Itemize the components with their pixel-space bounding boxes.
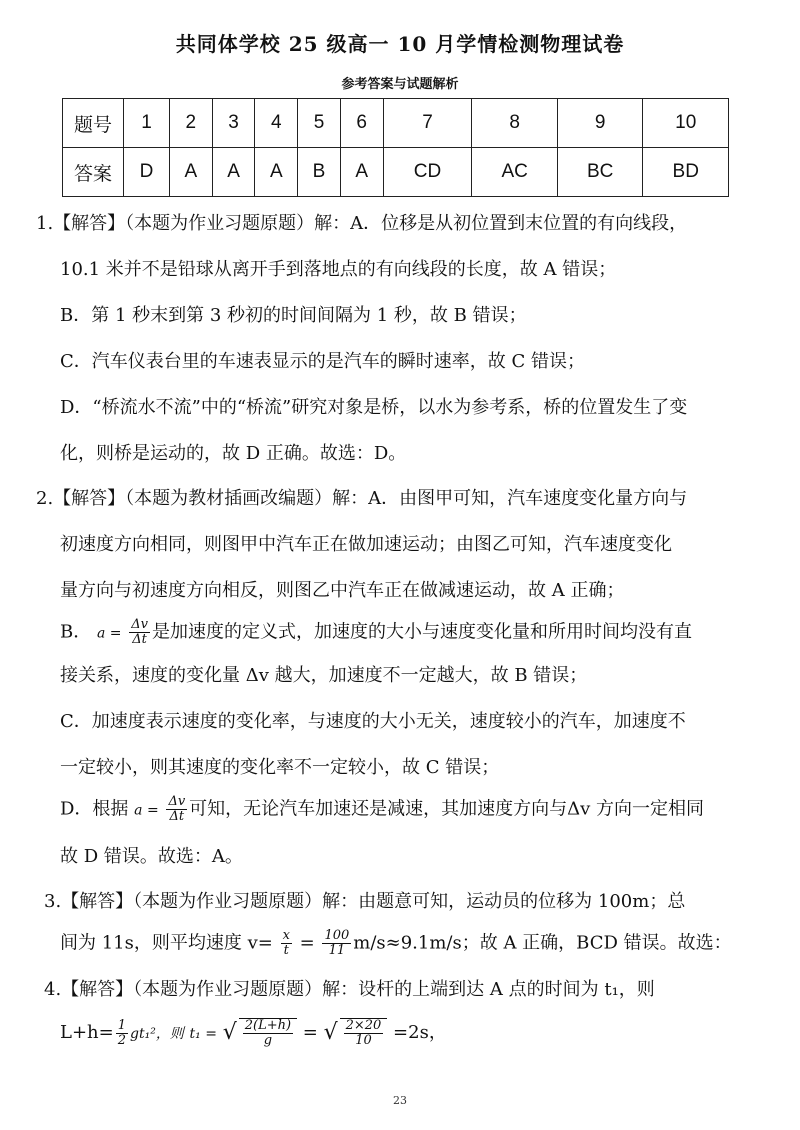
sqrt-icon: √ xyxy=(323,1020,338,1045)
table-cell: AC xyxy=(472,148,558,197)
table-cell: BD xyxy=(643,148,729,197)
q1-line-3: B．第 1 秒末到第 3 秒初的时间间隔为 1 秒，故 B 错误； xyxy=(60,305,527,326)
q2-line-5: 接关系，速度的变化量 Δv 越大，加速度不一定越大，故 B 错误； xyxy=(60,665,588,686)
table-cell: CD xyxy=(383,148,472,197)
formula-text: gt₁²，则 xyxy=(130,1026,184,1042)
formula-fraction xyxy=(243,1019,293,1048)
table-cell: 1 xyxy=(124,99,170,148)
q1-line-5: D．“桥流水不流”中的“桥流”研究对象是桥，以水为参考系，桥的位置发生了变 xyxy=(60,397,688,418)
table-cell: 3 xyxy=(212,99,255,148)
table-cell: A xyxy=(212,148,255,197)
table-cell: 10 xyxy=(643,99,729,148)
fraction-denominator: Δt xyxy=(169,809,185,824)
fraction-denominator: g xyxy=(263,1033,273,1048)
table-cell: 5 xyxy=(298,99,341,148)
table-header-answer: 答案 xyxy=(63,148,124,197)
table-cell: 2 xyxy=(169,99,212,148)
q1-line-4: C．汽车仪表台里的车速表显示的是汽车的瞬时速率，故 C 错误； xyxy=(60,351,585,372)
q2-l8-suffix: 可知，无论汽车加速还是减速，其加速度方向与Δv 方向一定相同 xyxy=(189,798,705,820)
page-number: 23 xyxy=(393,1094,407,1107)
q2-line-6: C．加速度表示速度的变化率，与速度的大小无关，速度较小的汽车，加速度不 xyxy=(60,711,686,732)
fraction-denominator: 11 xyxy=(328,943,346,958)
q4-l2-prefix: L+h= xyxy=(60,1022,114,1043)
q2-line-3: 量方向与初速度方向相反，则图乙中汽车正在做减速运动，故 A 正确； xyxy=(60,580,625,601)
fraction-numerator: 2×20 xyxy=(345,1018,382,1033)
table-cell: A xyxy=(255,148,298,197)
fraction-denominator: t xyxy=(283,943,289,958)
fraction-numerator: Δv xyxy=(168,794,186,809)
formula-fraction xyxy=(166,795,187,824)
answer-table xyxy=(62,98,729,197)
q2-l4-prefix: B． xyxy=(60,621,92,643)
sqrt-radicand xyxy=(239,1018,297,1048)
table-cell: B xyxy=(298,148,341,197)
q4-line-2 xyxy=(60,1018,447,1048)
formula-lhs: a = xyxy=(134,802,159,819)
table-row-answers xyxy=(63,148,729,197)
q2-l4-suffix: 是加速度的定义式，加速度的大小与速度变化量和所用时间均没有直 xyxy=(151,621,692,643)
fraction-numerator: x xyxy=(282,928,290,943)
q2-line-8 xyxy=(60,795,704,824)
formula-lhs: t₁ = xyxy=(189,1026,217,1042)
table-cell: 7 xyxy=(383,99,472,148)
table-cell: 8 xyxy=(472,99,558,148)
page-subtitle: 参考答案与试题解析 xyxy=(341,77,459,92)
formula-fraction xyxy=(116,1019,128,1048)
fraction-denominator: 10 xyxy=(355,1033,372,1048)
q2-line-7: 一定较小，则其速度的变化率不一定较小，故 C 错误； xyxy=(60,757,500,778)
q1-line-6: 化，则桥是运动的，故 D 正确。故选：D。 xyxy=(60,443,407,464)
equals-sign: = xyxy=(293,932,321,954)
q3-line-1: 3.【解答】（本题为作业习题原题）解：由题意可知，运动员的位移为 100m；总 xyxy=(44,891,686,912)
fraction-denominator: Δt xyxy=(132,632,147,647)
q1-line-1: 1.【解答】（本题为作业习题原题）解：A．位移是从初位置到末位置的有向线段， xyxy=(36,213,688,234)
table-cell: A xyxy=(340,148,383,197)
formula-fraction xyxy=(322,929,351,958)
formula-fraction xyxy=(281,929,292,958)
fraction-denominator: 2 xyxy=(117,1032,126,1048)
table-cell: A xyxy=(169,148,212,197)
table-header-number: 题号 xyxy=(63,99,124,148)
q4-line-1: 4.【解答】（本题为作业习题原题）解：设杆的上端到达 A 点的时间为 t₁，则 xyxy=(44,979,655,1000)
table-cell: D xyxy=(124,148,170,197)
fraction-numerator: 2(L+h) xyxy=(244,1018,292,1033)
formula-fraction xyxy=(129,618,150,647)
sqrt-icon: √ xyxy=(222,1020,237,1045)
table-cell: 6 xyxy=(340,99,383,148)
table-cell: BC xyxy=(557,148,643,197)
formula-lhs: a = xyxy=(96,625,122,642)
q3-line-2 xyxy=(60,929,732,958)
q2-line-1: 2.【解答】（本题为教材插画改编题）解：A．由图甲可知，汽车速度变化量方向与 xyxy=(36,488,688,509)
q2-l8-prefix: D．根据 xyxy=(60,798,129,820)
page-title: 共同体学校 25 级高一 10 月学情检测物理试卷 xyxy=(175,32,625,56)
sqrt-radicand xyxy=(340,1018,388,1048)
table-row-numbers xyxy=(63,99,729,148)
q1-line-2: 10.1 米并不是铅球从离开手到落地点的有向线段的长度，故 A 错误； xyxy=(60,259,617,280)
q2-line-9: 故 D 错误。故选：A。 xyxy=(60,846,243,867)
fraction-numerator: 1 xyxy=(117,1017,126,1033)
q2-line-2: 初速度方向相同，则图甲中汽车正在做加速运动；由图乙可知，汽车速度变化 xyxy=(60,534,672,555)
table-cell: 9 xyxy=(557,99,643,148)
fraction-numerator: 100 xyxy=(324,928,350,943)
table-cell: 4 xyxy=(255,99,298,148)
q4-l2-suffix: =2s， xyxy=(387,1022,447,1043)
q3-l2-prefix: 间为 11s，则平均速度 v= xyxy=(60,932,273,954)
q3-l2-suffix: m/s≈9.1m/s；故 A 正确，BCD 错误。故选： xyxy=(353,932,732,954)
fraction-numerator: Δv xyxy=(131,617,148,632)
formula-fraction xyxy=(344,1019,384,1048)
equals-sign: = xyxy=(297,1022,324,1043)
q2-line-4 xyxy=(60,618,692,647)
